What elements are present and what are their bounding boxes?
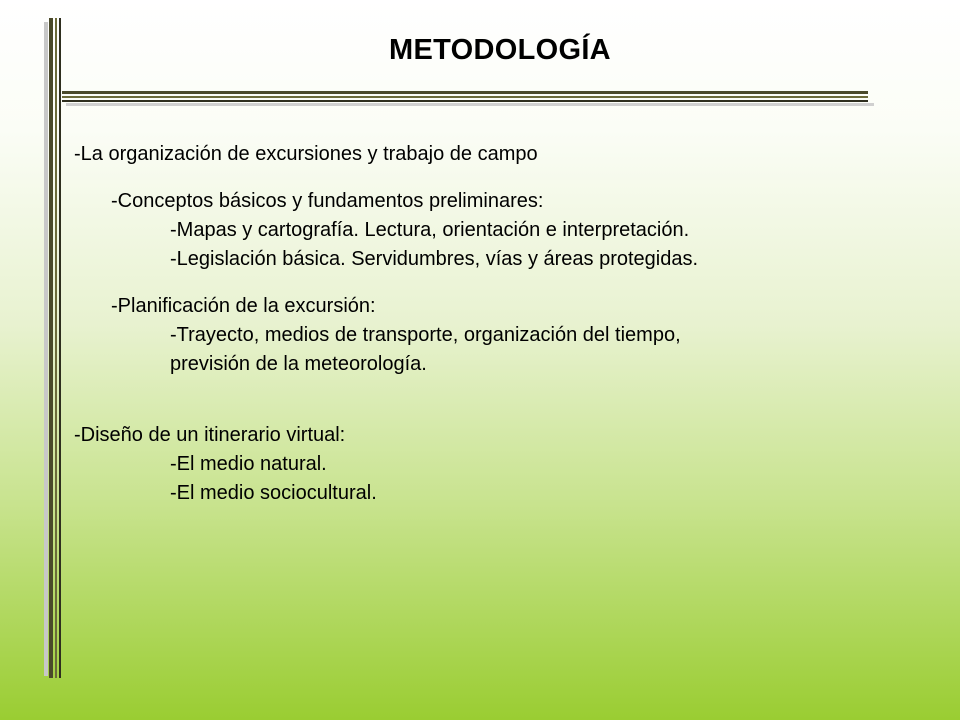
title-rule-thick bbox=[62, 91, 868, 94]
spacer bbox=[74, 379, 914, 421]
concepts-heading: -Conceptos básicos y fundamentos preliminares: bbox=[111, 190, 544, 212]
excursions-heading: -La organización de excursiones y trabajo de campo bbox=[74, 143, 538, 165]
left-rule-thick bbox=[49, 18, 53, 678]
left-rule-middle bbox=[55, 18, 57, 678]
title-rule-middle bbox=[62, 96, 868, 98]
slide-title: METODOLOGÍA bbox=[389, 34, 611, 66]
planning-item: -Trayecto, medios de transporte, organización del tiempo, bbox=[170, 324, 681, 346]
planning-heading: -Planificación de la excursión: bbox=[111, 295, 376, 317]
spacer bbox=[74, 274, 914, 292]
slide-body bbox=[74, 140, 914, 508]
concepts-item: -Legislación básica. Servidumbres, vías y áreas protegidas. bbox=[170, 248, 699, 270]
left-rule-thin bbox=[59, 18, 61, 678]
itinerary-item: -El medio sociocultural. bbox=[170, 482, 377, 504]
itinerary-heading: -Diseño de un itinerario virtual: bbox=[74, 424, 346, 446]
planning-item: previsión de la meteorología. bbox=[170, 353, 427, 375]
itinerary-item: -El medio natural. bbox=[170, 453, 327, 475]
title-rule-shadow bbox=[66, 103, 874, 106]
spacer bbox=[74, 169, 914, 187]
concepts-item: -Mapas y cartografía. Lectura, orientación e interpretación. bbox=[170, 219, 690, 241]
title-rule-thin bbox=[62, 100, 868, 102]
left-rule-shadow bbox=[44, 22, 48, 676]
